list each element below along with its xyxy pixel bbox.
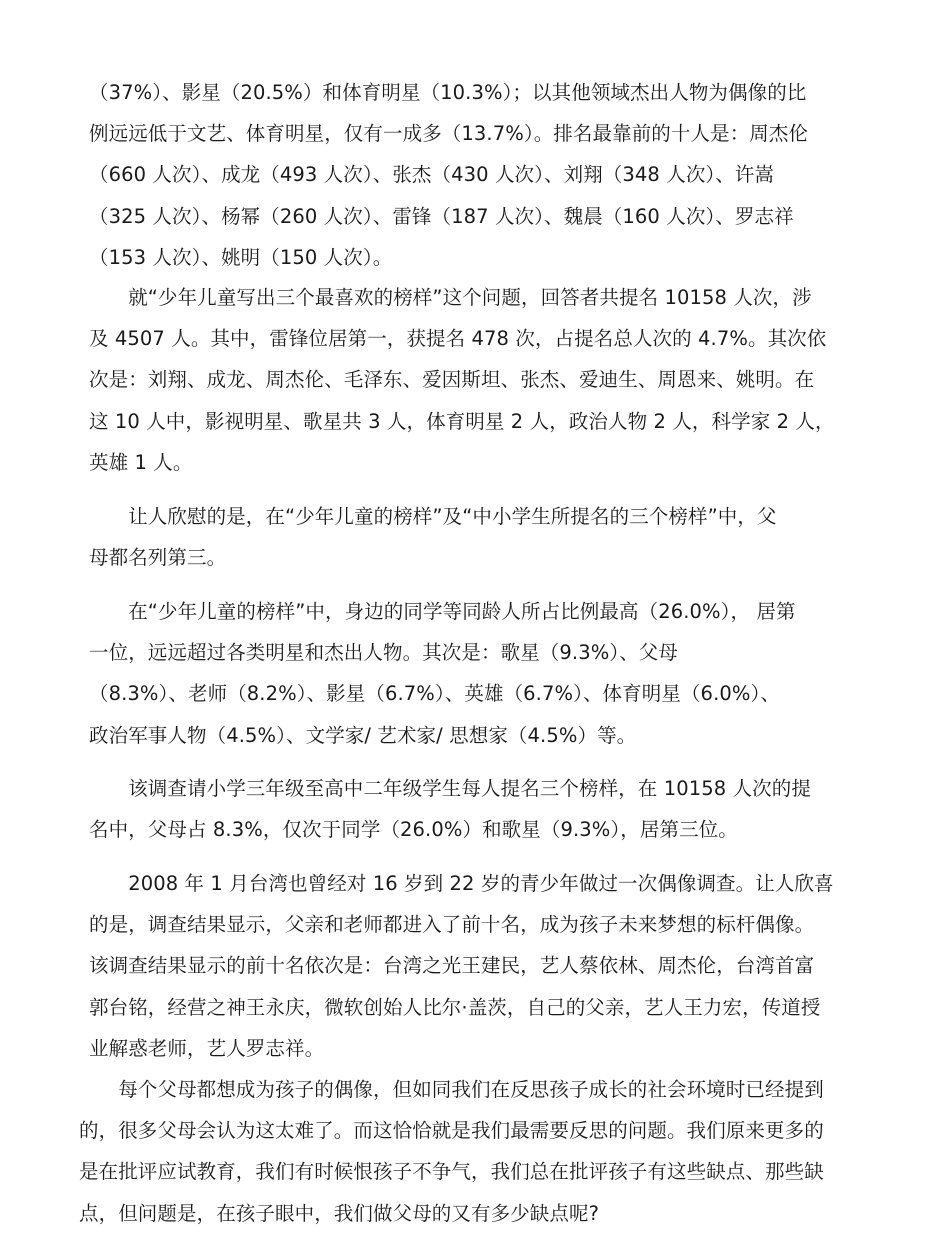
paragraph-three-favorite-role-models	[89, 277, 835, 483]
text-line: 郭台铭，经营之神王永庆，微软创始人比尔·盖茨，自己的父亲，艺人王力宏，传道授	[89, 995, 821, 1019]
text-line: 的，很多父母会认为这太难了。而这恰恰就是我们最需要反思的问题。我们原来更多的	[79, 1119, 824, 1143]
text-line: 例远远低于文艺、体育明星，仅有一成多（13.7%）。排名最靠前的十人是：周杰伦	[89, 122, 809, 146]
text-line: 每个父母都想成为孩子的偶像，但如同我们在反思孩子成长的社会环境时已经提到	[79, 1078, 824, 1101]
paragraph-taiwan-survey	[89, 863, 834, 1069]
text-line: 的是，调查结果显示，父亲和老师都进入了前十名，成为孩子未来梦想的标杆偶像。	[89, 913, 815, 937]
text-line: 名中，父母占 8.3%，仅次于同学（26.0%）和歌星（9.3%），居第三位。	[89, 818, 738, 842]
paragraph-survey-parents-share	[89, 768, 811, 850]
text-line: 业解惑老师，艺人罗志祥。	[89, 1036, 325, 1060]
text-line: 一位，远远超过各类明星和杰出人物。其次是：歌星（9.3%）、父母	[89, 641, 678, 665]
text-line: （325 人次）、杨幂（260 人次）、雷锋（187 人次）、魏晨（160 人次）、罗志祥	[89, 204, 794, 228]
text-line: 该调查结果显示的前十名依次是：台湾之光王建民，艺人蔡依林、周杰伦，台湾首富	[89, 954, 815, 978]
text-line: 这 10 人中，影视明星、歌星共 3 人，体育明星 2 人，政治人物 2 人，科学家 2 人，	[89, 409, 835, 433]
text-line: （660 人次）、成龙（493 人次）、张杰（430 人次）、刘翔（348 人次）、许嵩	[89, 163, 775, 187]
text-line: 让人欣慰的是，在“少年儿童的榜样”及“中小学生所提名的三个榜样”中，父	[89, 505, 777, 528]
text-line: 政治军事人物（4.5%）、文学家/ 艺术家/ 思想家（4.5%）等。	[89, 723, 637, 747]
paragraph-peer-role-models	[89, 591, 796, 756]
paragraph-parents-reflection	[79, 1069, 824, 1234]
text-line: （8.3%）、老师（8.2%）、影星（6.7%）、英雄（6.7%）、体育明星（6.0%）、	[89, 682, 780, 706]
text-line: 点，但问题是，在孩子眼中，我们做父母的又有多少缺点呢?	[79, 1201, 600, 1225]
text-line: 是在批评应试教育，我们有时候恨孩子不争气，我们总在批评孩子有这些缺点、那些缺	[79, 1160, 824, 1184]
text-line: 母都名列第三。	[89, 546, 227, 570]
text-line: （37%）、影星（20.5%）和体育明星（10.3%）；以其他领域杰出人物为偶像的比	[89, 81, 807, 104]
text-line: 该调查请小学三年级至高中二年级学生每人提名三个榜样，在 10158 人次的提	[89, 777, 811, 800]
paragraph-idol-ratios	[89, 72, 808, 278]
text-line: （153 人次）、姚明（150 人次）。	[89, 245, 393, 269]
text-line: 在“少年儿童的榜样”中，身边的同学等同龄人所占比例最高（26.0%）， 居第	[89, 600, 796, 623]
paragraph-parents-third	[89, 496, 777, 578]
text-line: 及 4507 人。其中，雷锋位居第一，获提名 478 次，占提名总人次的 4.7%。其次依	[89, 327, 827, 351]
text-line: 就“少年儿童写出三个最喜欢的榜样”这个问题，回答者共提名 10158 人次，涉	[89, 286, 812, 309]
text-line: 英雄 1 人。	[89, 450, 193, 474]
text-line: 次是：刘翔、成龙、周杰伦、毛泽东、爱因斯坦、张杰、爱迪生、周恩来、姚明。在	[89, 368, 815, 392]
text-line: 2008 年 1 月台湾也曾经对 16 岁到 22 岁的青少年做过一次偶像调查。让人欣喜	[89, 872, 834, 895]
